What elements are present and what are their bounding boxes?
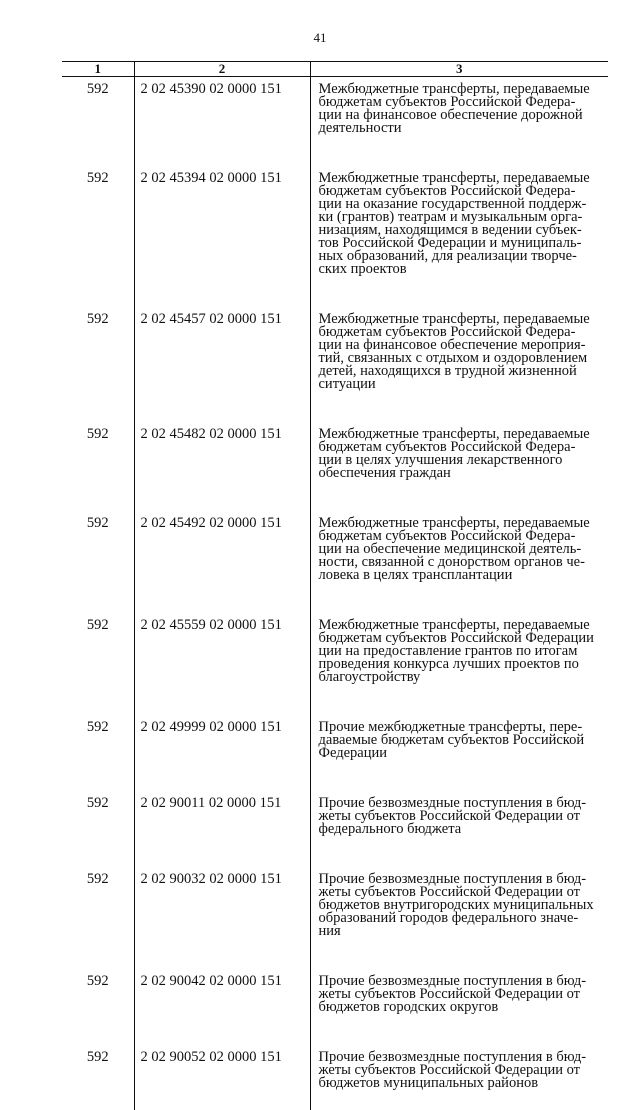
description-line: Прочие безвозмездные поступления в бюд- xyxy=(319,873,607,886)
description-line: детей, находящихся в трудной жизненной xyxy=(319,365,607,378)
description-line: тий, связанных с отдыхом и оздоровлением xyxy=(319,352,607,365)
income-description xyxy=(319,958,607,1034)
description-line: ских проектов xyxy=(319,263,607,276)
description-line: ния xyxy=(319,925,607,938)
admin-code-cell xyxy=(62,958,134,1034)
budget-code-cell xyxy=(134,77,310,156)
budget-classification-code: 2 02 45492 02 0000 151 xyxy=(141,500,310,550)
admin-code: 592 xyxy=(62,411,134,461)
description-line: Межбюджетные трансферты, передаваемые xyxy=(319,83,607,96)
admin-code: 592 xyxy=(62,958,134,1008)
description-cell xyxy=(310,1034,608,1110)
table-row xyxy=(62,704,608,780)
description-line: ности, связанной с донорством органов че- xyxy=(319,556,607,569)
table-row xyxy=(62,602,608,704)
page-number: 41 xyxy=(0,30,640,46)
budget-classification-code: 2 02 90032 02 0000 151 xyxy=(141,856,310,906)
admin-code-cell xyxy=(62,500,134,602)
admin-code: 592 xyxy=(62,780,134,830)
table-row xyxy=(62,77,608,156)
description-line: бюджетам субъектов Российской Федера- xyxy=(319,96,607,109)
description-line: низациям, находящимся в ведении субъек- xyxy=(319,224,607,237)
income-description xyxy=(319,856,607,958)
income-description xyxy=(319,602,607,704)
description-line: бюджетам субъектов Российской Федера- xyxy=(319,441,607,454)
income-description xyxy=(319,296,607,411)
admin-code: 592 xyxy=(62,704,134,754)
budget-classification-code: 2 02 45457 02 0000 151 xyxy=(141,296,310,346)
admin-code-cell xyxy=(62,77,134,156)
description-line: Прочие межбюджетные трансферты, пере- xyxy=(319,721,607,734)
admin-code-cell xyxy=(62,1034,134,1110)
description-line: бюджетов внутригородских муниципальных xyxy=(319,899,607,912)
description-line: тов Российской Федерации и муниципаль- xyxy=(319,237,607,250)
description-line: бюджетам субъектов Российской Федера- xyxy=(319,326,607,339)
admin-code-cell xyxy=(62,155,134,296)
admin-code: 592 xyxy=(62,1034,134,1084)
description-line: ции на предоставление грантов по итогам xyxy=(319,645,607,658)
description-line: ных образований, для реализации творче- xyxy=(319,250,607,263)
description-line: ции в целях улучшения лекарственного xyxy=(319,454,607,467)
description-line: ции на оказание государственной поддерж- xyxy=(319,198,607,211)
description-line: ловека в целях трансплантации xyxy=(319,569,607,582)
description-line: Прочие безвозмездные поступления в бюд- xyxy=(319,1051,607,1064)
admin-code: 592 xyxy=(62,155,134,205)
description-cell xyxy=(310,155,608,296)
description-line: жеты субъектов Российской Федерации от xyxy=(319,988,607,1001)
budget-classification-code: 2 02 45394 02 0000 151 xyxy=(141,155,310,205)
table-row xyxy=(62,411,608,500)
description-line: Межбюджетные трансферты, передаваемые xyxy=(319,619,607,632)
description-cell xyxy=(310,411,608,500)
admin-code: 592 xyxy=(62,77,134,116)
budget-classification-code: 2 02 45390 02 0000 151 xyxy=(141,77,310,116)
admin-code: 592 xyxy=(62,856,134,906)
admin-code: 592 xyxy=(62,296,134,346)
table-row xyxy=(62,958,608,1034)
budget-classification-code: 2 02 45482 02 0000 151 xyxy=(141,411,310,461)
budget-code-cell xyxy=(134,602,310,704)
table-row xyxy=(62,155,608,296)
admin-code-cell xyxy=(62,602,134,704)
description-cell xyxy=(310,856,608,958)
description-line: ситуации xyxy=(319,378,607,391)
admin-code-cell xyxy=(62,856,134,958)
table-row xyxy=(62,1034,608,1110)
description-cell xyxy=(310,500,608,602)
budget-classification-code: 2 02 90042 02 0000 151 xyxy=(141,958,310,1008)
admin-code-cell xyxy=(62,411,134,500)
table-row xyxy=(62,500,608,602)
description-cell xyxy=(310,704,608,780)
description-line: бюджетам субъектов Российской Федера- xyxy=(319,185,607,198)
description-line: жеты субъектов Российской Федерации от xyxy=(319,886,607,899)
description-cell xyxy=(310,958,608,1034)
description-line: деятельности xyxy=(319,122,607,135)
description-line: жеты субъектов Российской Федерации от xyxy=(319,1064,607,1077)
budget-classification-code: 2 02 90011 02 0000 151 xyxy=(141,780,310,830)
description-cell xyxy=(310,602,608,704)
admin-code: 592 xyxy=(62,500,134,550)
description-line: ции на финансовое обеспечение мероприя- xyxy=(319,339,607,352)
budget-code-cell xyxy=(134,780,310,856)
income-description xyxy=(319,500,607,602)
budget-code-cell xyxy=(134,958,310,1034)
description-line: бюджетов муниципальных районов xyxy=(319,1077,607,1090)
budget-classification-code: 2 02 90052 02 0000 151 xyxy=(141,1034,310,1084)
description-line: Федерации xyxy=(319,747,607,760)
description-line: даваемые бюджетам субъектов Российской xyxy=(319,734,607,747)
description-line: федерального бюджета xyxy=(319,823,607,836)
column-header-1: 1 xyxy=(62,62,134,77)
budget-code-cell xyxy=(134,411,310,500)
budget-code-cell xyxy=(134,155,310,296)
column-header-3: 3 xyxy=(310,62,608,77)
description-line: образований городов федерального значе- xyxy=(319,912,607,925)
description-line: Межбюджетные трансферты, передаваемые xyxy=(319,313,607,326)
budget-code-cell xyxy=(134,1034,310,1110)
income-description xyxy=(319,780,607,856)
description-line: ки (грантов) театрам и музыкальным орга- xyxy=(319,211,607,224)
description-line: Межбюджетные трансферты, передаваемые xyxy=(319,172,607,185)
description-line: ции на финансовое обеспечение дорожной xyxy=(319,109,607,122)
admin-code-cell xyxy=(62,296,134,411)
description-cell xyxy=(310,296,608,411)
table-row xyxy=(62,296,608,411)
income-description xyxy=(319,155,607,296)
description-cell xyxy=(310,77,608,156)
description-line: проведения конкурса лучших проектов по xyxy=(319,658,607,671)
budget-code-cell xyxy=(134,856,310,958)
description-line: Межбюджетные трансферты, передаваемые xyxy=(319,517,607,530)
description-line: жеты субъектов Российской Федерации от xyxy=(319,810,607,823)
description-cell xyxy=(310,780,608,856)
description-line: бюджетов городских округов xyxy=(319,1001,607,1014)
description-line: благоустройству xyxy=(319,671,607,684)
admin-code-cell xyxy=(62,780,134,856)
income-description xyxy=(319,1034,607,1110)
income-description xyxy=(319,411,607,500)
column-header-2: 2 xyxy=(134,62,310,77)
table-body xyxy=(62,77,608,1110)
table-row xyxy=(62,856,608,958)
admin-code-cell xyxy=(62,704,134,780)
description-line: Прочие безвозмездные поступления в бюд- xyxy=(319,975,607,988)
description-line: обеспечения граждан xyxy=(319,467,607,480)
admin-code: 592 xyxy=(62,602,134,652)
budget-codes-table xyxy=(62,61,608,1110)
description-line: ции на обеспечение медицинской деятель- xyxy=(319,543,607,556)
table-row xyxy=(62,780,608,856)
description-line: бюджетам субъектов Российской Федерации xyxy=(319,632,607,645)
budget-code-cell xyxy=(134,296,310,411)
budget-code-cell xyxy=(134,500,310,602)
description-line: бюджетам субъектов Российской Федера- xyxy=(319,530,607,543)
budget-classification-code: 2 02 45559 02 0000 151 xyxy=(141,602,310,652)
income-description xyxy=(319,77,607,155)
description-line: Межбюджетные трансферты, передаваемые xyxy=(319,428,607,441)
budget-classification-code: 2 02 49999 02 0000 151 xyxy=(141,704,310,754)
budget-code-cell xyxy=(134,704,310,780)
description-line: Прочие безвозмездные поступления в бюд- xyxy=(319,797,607,810)
income-description xyxy=(319,704,607,780)
table-header xyxy=(62,62,608,77)
